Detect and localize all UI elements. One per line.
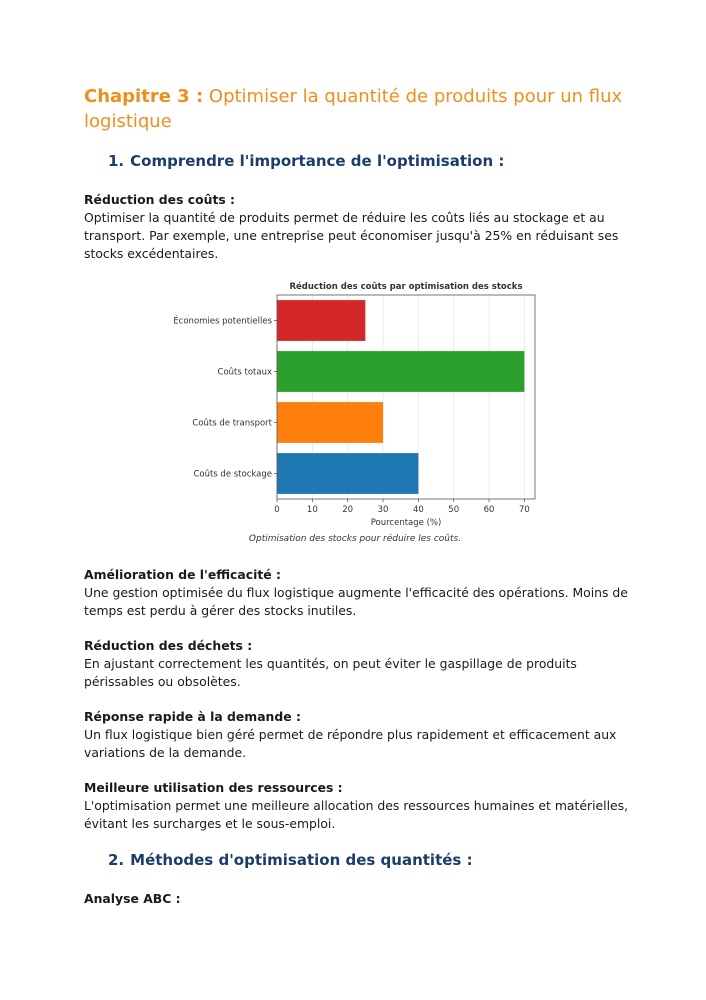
section-2-heading [108,851,473,869]
section-1-heading [108,152,504,170]
block-text: Un flux logistique bien géré permet de répondre plus rapidement et efficacement aux variations de la demande. [84,727,617,760]
block-resources [84,779,629,833]
section-2-number: 2. [108,851,125,869]
chart-bar [277,351,524,392]
x-tick-label: 60 [483,505,495,515]
block-text: En ajustant correctement les quantités, on peut éviter le gaspillage de produits périssables ou obsolètes. [84,656,577,689]
chapter-heading [84,84,624,134]
chart-bar [277,402,383,443]
y-tick-label: Coûts de stockage [193,469,272,480]
block-cost-reduction [84,191,629,263]
x-tick-label: 0 [274,505,280,515]
section-1-number: 1. [108,152,125,170]
x-axis-label: Pourcentage (%) [370,518,442,528]
block-waste-reduction [84,637,629,691]
block-demand-response [84,708,629,762]
y-tick-label: Économies potentielles [173,316,272,327]
block-text: Une gestion optimisée du flux logistique augmente l'efficacité des opérations. Moins de temps est perdu à gérer des stocks inutiles. [84,585,628,618]
chart-caption: Optimisation des stocks pour réduire les coûts. [248,534,462,544]
block-label: Réponse rapide à la demande : [84,709,301,724]
section-2-title: Méthodes d'optimisation des quantités : [130,851,473,869]
chart-title: Réduction des coûts par optimisation des stocks [289,282,523,292]
block-label: Réduction des coûts : [84,192,236,207]
block-abc-analysis [84,890,629,908]
block-efficiency [84,566,629,620]
block-label: Réduction des déchets : [84,638,253,653]
chapter-number: Chapitre 3 : [84,86,204,107]
x-tick-label: 50 [448,505,460,515]
block-label: Analyse ABC : [84,891,181,906]
chart-bar [277,453,418,494]
x-tick-label: 10 [306,505,318,515]
chapter-title: Optimiser la quantité de produits pour un flux logistique [84,86,623,132]
x-tick-label: 20 [342,505,354,515]
x-tick-label: 70 [518,505,530,515]
x-tick-label: 30 [377,505,389,515]
chart-figure [150,276,560,551]
y-tick-label: Coûts de transport [192,418,272,429]
y-tick-label: Coûts totaux [217,367,272,378]
block-label: Amélioration de l'efficacité : [84,567,281,582]
chart-bar [277,300,365,341]
x-tick-label: 40 [412,505,424,515]
section-1-title: Comprendre l'importance de l'optimisation : [130,152,505,170]
block-text: Optimiser la quantité de produits permet de réduire les coûts liés au stockage et au transport. Par exemple, une entreprise peut économiser jusqu'à 25% en réduisant ses stocks excédentaires. [84,210,619,261]
bar-chart [150,276,560,531]
block-text: L'optimisation permet une meilleure allocation des ressources humaines et matérielles, évitant les surcharges et le sous-emploi. [84,798,629,831]
block-label: Meilleure utilisation des ressources : [84,780,343,795]
